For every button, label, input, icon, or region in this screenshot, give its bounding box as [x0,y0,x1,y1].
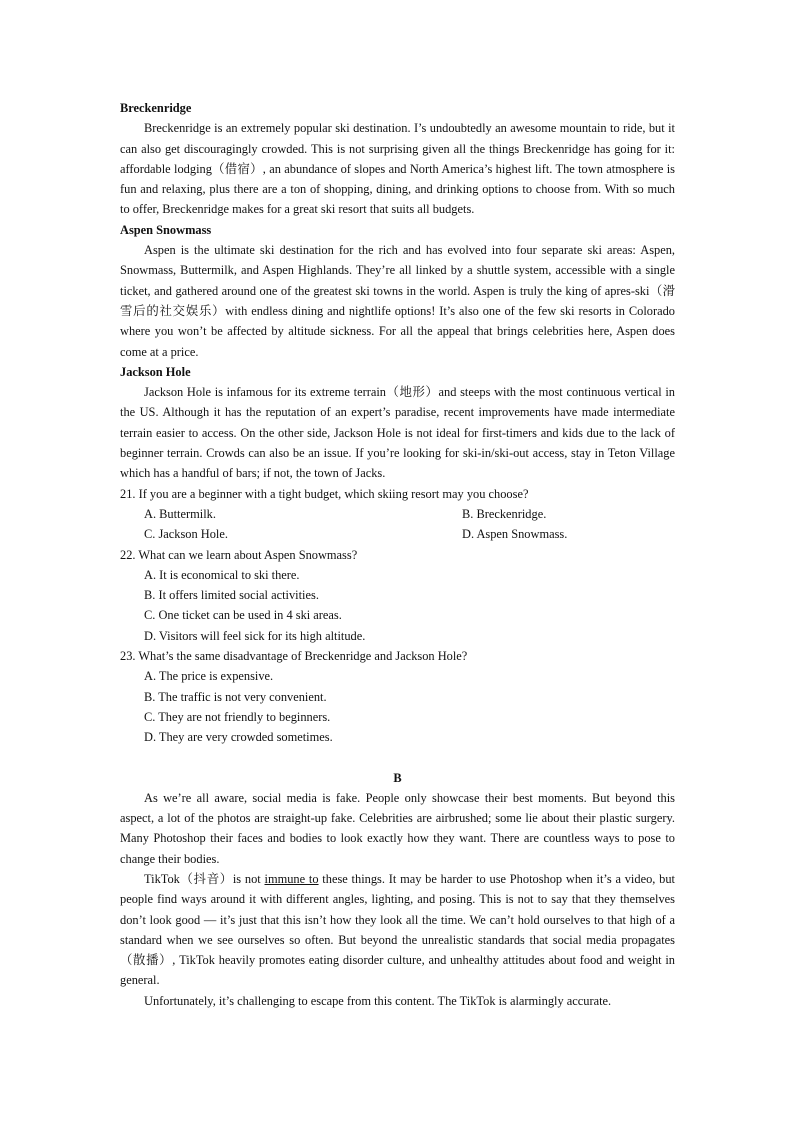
section-text-breckenridge: Breckenridge is an extremely popular ski destination. I’s undoubtedly an awesome mountain to ride, but it can also get discouragingly crowded. This is not surprising given all the things Breckenridge has going for it: affordable lodging（借宿）, an abundance of slopes and North America’s highest lift. The town atmosphere is fun and relaxing, plus there are a ton of shopping, dining, and drinking options to choose from. With so much to offer, Breckenridge makes for a great ski resort that suits all budgets. [120,121,675,217]
option-d: D. They are very crowded sometimes. [144,730,333,745]
option-a: A. Buttermilk. [144,506,216,521]
paragraph-3: Unfortunately, it’s challenging to escape from this content. The TikTok is alarmingly accurate. [144,993,612,1008]
question-stem: 21. If you are a beginner with a tight budget, which skiing resort may you choose? [120,486,529,501]
option-c: C. Jackson Hole. [144,527,228,542]
paragraph-1: As we’re all aware, social media is fake. People only showcase their best moments. But beyond this aspect, a lot of the photos are straight-up fake. Celebrities are airbrushed; some lie about their plastic surgery. Many Photoshop their faces and bodies to look exactly how they want. There are countless ways to pose to change their bodies. [120,790,675,866]
option-b: B. Breckenridge. [462,506,547,521]
question-23 [120,646,675,747]
question-stem: 22. What can we learn about Aspen Snowmass? [120,547,358,562]
option-b: B. It offers limited social activities. [144,588,319,603]
passage-a [120,98,675,484]
section-text-aspen-snowmass: Aspen is the ultimate ski destination for the rich and has evolved into four separate ski areas: Aspen, Snowmass, Buttermilk, and Aspen Highlands. They’re all linked by a shuttle system, accessible with a single ticket, and gathered around one of the greatest ski towns in the world. Aspen is truly the king of apres-ski（滑雪后的社交娱乐）with endless dining and nightlife options! It’s also one of the few ski resorts in Colorado where you won’t be affected by altitude sickness. For all the appeal that brings celebrities here, Aspen does come at a price. [120,243,675,359]
question-22 [120,545,675,646]
question-21 [120,484,675,545]
section-heading-jackson-hole: Jackson Hole [120,364,191,379]
option-d: D. Visitors will feel sick for its high altitude. [144,628,366,643]
underlined-phrase: immune to [264,871,319,886]
option-a: A. It is economical to ski there. [144,567,300,582]
section-heading-breckenridge: Breckenridge [120,101,192,115]
section-text-jackson-hole: Jackson Hole is infamous for its extreme terrain（地形）and steeps with the most continuous vertical in the US. Although it has the reputation of an expert’s paradise, recent improvements have made intermediate terrain easier to access. On the other side, Jackson Hole is not ideal for first-timers and kids due to the lack of beginner terrain. Crowds can also be an issue. If you’re looking for ski-in/ski-out access, stay in Teton Village which has a handful of bars; if not, the town of Jacks. [120,385,675,481]
exam-page [120,98,675,1011]
section-label: B [393,770,402,785]
option-d: D. Aspen Snowmass. [462,527,568,542]
option-c: C. They are not friendly to beginners. [144,709,331,724]
passage-b [120,748,675,1012]
paragraph-2-rest: these things. It may be harder to use Photoshop when it’s a video, but people find ways around it with different angles, lighting, and posing. This is not to say that they themselves don’t look good — it’s just that this isn’t how they look all the time. We can’t hold ourselves to that high of a standard when we see ourselves so often. But beyond the unrealistic standards that social media propagates（散播）, TikTok heavily promotes eating disorder culture, and unhealthy attitudes about food and weight in general. [120,871,675,988]
option-a: A. The price is expensive. [144,669,274,684]
section-heading-aspen-snowmass: Aspen Snowmass [120,222,212,237]
question-stem: 23. What’s the same disadvantage of Breckenridge and Jackson Hole? [120,649,468,664]
option-b: B. The traffic is not very convenient. [144,689,327,704]
paragraph-2-start: TikTok（抖音）is not [144,871,265,886]
options [120,504,675,545]
paragraph-2 [120,869,675,991]
options [120,565,675,646]
options [120,666,675,747]
option-c: C. One ticket can be used in 4 ski areas. [144,608,342,623]
